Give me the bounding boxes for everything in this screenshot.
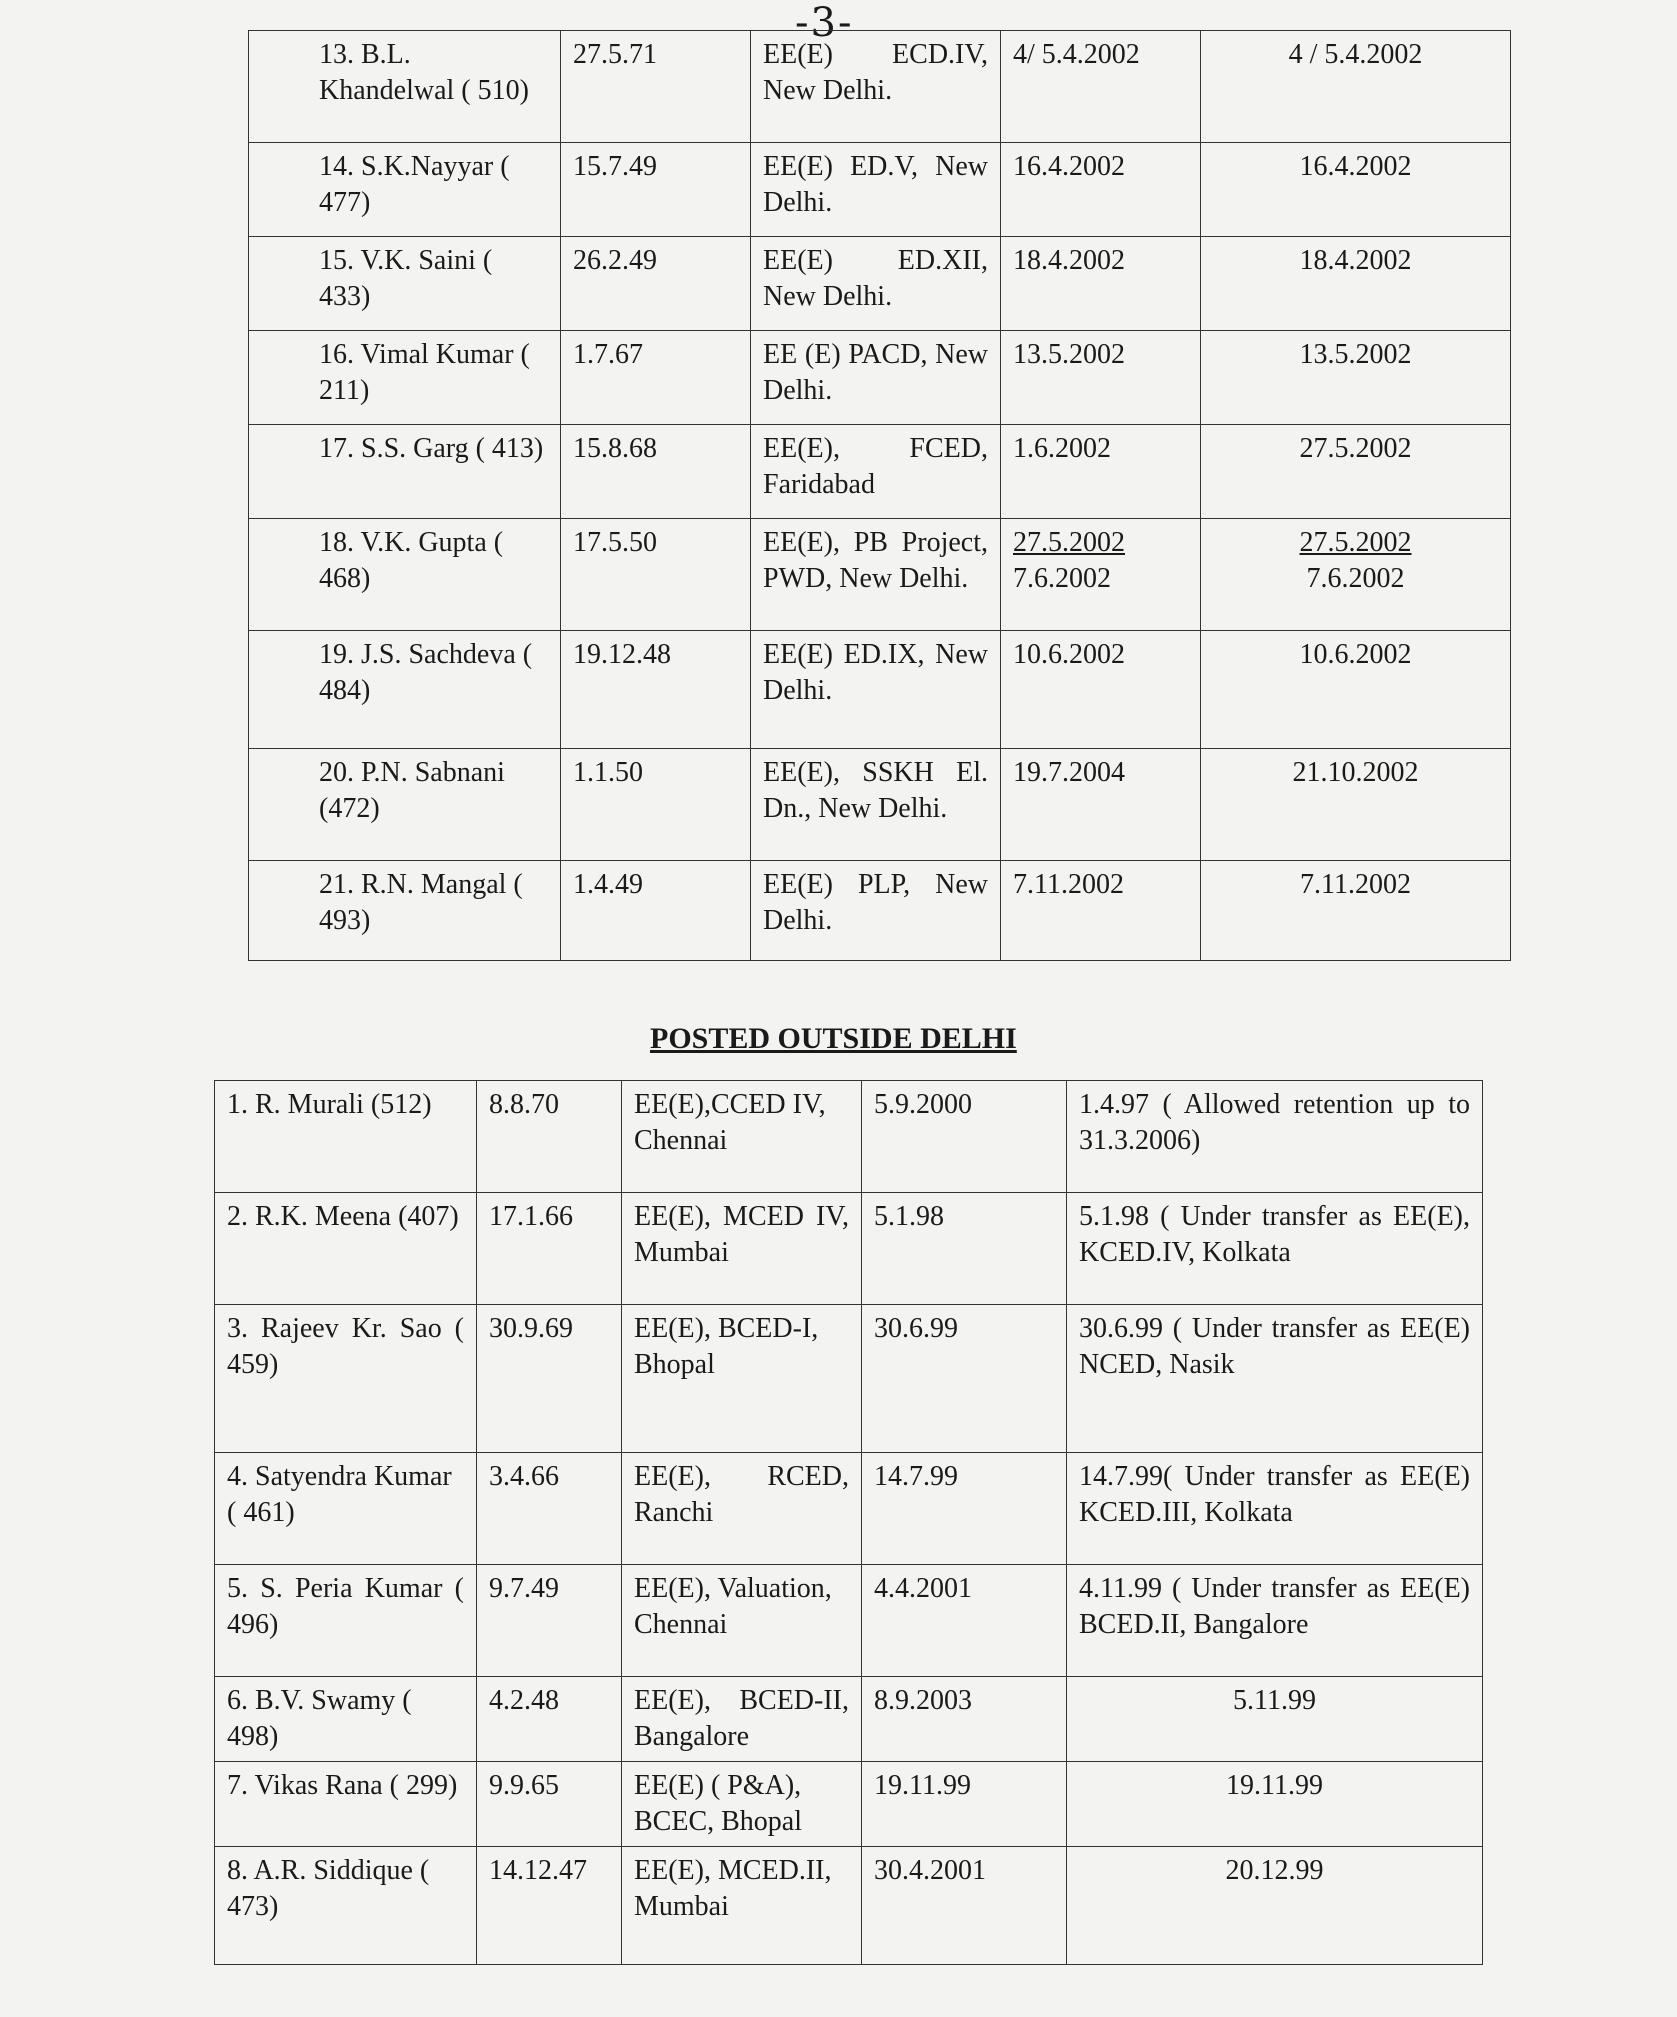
table-row	[215, 1762, 1483, 1847]
table-row	[215, 1193, 1483, 1305]
table-row	[249, 425, 1511, 519]
table-row	[215, 1847, 1483, 1965]
table-row	[215, 1081, 1483, 1193]
posting-date: 14.7.99	[862, 1453, 1067, 1565]
seniority-note: 1.4.97 ( Allowed retention up to 31.3.2006)	[1067, 1081, 1483, 1193]
table-row	[249, 519, 1511, 631]
posting-date: 30.6.99	[862, 1305, 1067, 1453]
posting-date: 18.4.2002	[1001, 237, 1201, 331]
birth-date: 1.1.50	[561, 749, 751, 861]
posting: EE(E),CCED IV, Chennai	[622, 1081, 862, 1193]
seniority-date: 20.12.99	[1067, 1847, 1483, 1965]
table-row	[249, 861, 1511, 961]
posting: EE(E) ED.IX, New Delhi.	[751, 631, 1001, 749]
seniority-date: 16.4.2002	[1201, 143, 1511, 237]
posting: EE(E), BCED-I, Bhopal	[622, 1305, 862, 1453]
officer-name: 20. P.N. Sabnani (472)	[249, 749, 561, 861]
posting: EE(E) ECD.IV, New Delhi.	[751, 31, 1001, 143]
birth-date: 17.5.50	[561, 519, 751, 631]
birth-date: 15.7.49	[561, 143, 751, 237]
posting: EE (E) PACD, New Delhi.	[751, 331, 1001, 425]
seniority-date: 27.5.2002	[1201, 425, 1511, 519]
posting-date: 7.11.2002	[1001, 861, 1201, 961]
seniority-date: 21.10.2002	[1201, 749, 1511, 861]
officer-name: 1. R. Murali (512)	[215, 1081, 477, 1193]
birth-date: 1.4.49	[561, 861, 751, 961]
birth-date: 30.9.69	[477, 1305, 622, 1453]
page-number: -3-	[795, 0, 854, 46]
seniority-date: 7.6.2002	[1306, 563, 1405, 594]
posting: EE(E), FCED, Faridabad	[751, 425, 1001, 519]
outside-delhi-officers-table	[214, 1080, 1483, 1965]
posting-date: 5.9.2000	[862, 1081, 1067, 1193]
posting-date: 10.6.2002	[1001, 631, 1201, 749]
posting-date: 16.4.2002	[1001, 143, 1201, 237]
officer-name: 2. R.K. Meena (407)	[215, 1193, 477, 1305]
seniority-dates	[1201, 519, 1511, 631]
birth-date: 9.7.49	[477, 1565, 622, 1677]
posting: EE(E), Valuation, Chennai	[622, 1565, 862, 1677]
posting: EE(E) ( P&A), BCEC, Bhopal	[622, 1762, 862, 1847]
seniority-date: 13.5.2002	[1201, 331, 1511, 425]
posting: EE(E) ED.XII, New Delhi.	[751, 237, 1001, 331]
posting: EE(E), SSKH El. Dn., New Delhi.	[751, 749, 1001, 861]
birth-date: 3.4.66	[477, 1453, 622, 1565]
posting: EE(E), MCED IV, Mumbai	[622, 1193, 862, 1305]
birth-date: 1.7.67	[561, 331, 751, 425]
birth-date: 9.9.65	[477, 1762, 622, 1847]
officer-name: 17. S.S. Garg ( 413)	[249, 425, 561, 519]
birth-date: 19.12.48	[561, 631, 751, 749]
table-row	[215, 1305, 1483, 1453]
officer-name: 8. A.R. Siddique ( 473)	[215, 1847, 477, 1965]
officer-name: 15. V.K. Saini ( 433)	[249, 237, 561, 331]
seniority-note: 5.1.98 ( Under transfer as EE(E), KCED.IV, Kolkata	[1067, 1193, 1483, 1305]
posting: EE(E) ED.V, New Delhi.	[751, 143, 1001, 237]
table-row	[249, 631, 1511, 749]
birth-date: 8.8.70	[477, 1081, 622, 1193]
posting-date: 19.11.99	[862, 1762, 1067, 1847]
posting-date: 8.9.2003	[862, 1677, 1067, 1762]
table-row	[249, 331, 1511, 425]
posting: EE(E), RCED, Ranchi	[622, 1453, 862, 1565]
birth-date: 4.2.48	[477, 1677, 622, 1762]
table-row	[215, 1453, 1483, 1565]
posting-date: 27.5.2002	[1013, 527, 1125, 558]
seniority-date: 19.11.99	[1067, 1762, 1483, 1847]
officer-name: 14. S.K.Nayyar ( 477)	[249, 143, 561, 237]
table-row	[249, 237, 1511, 331]
birth-date: 15.8.68	[561, 425, 751, 519]
seniority-note: 4.11.99 ( Under transfer as EE(E) BCED.II, Bangalore	[1067, 1565, 1483, 1677]
seniority-note: 14.7.99( Under transfer as EE(E) KCED.III, Kolkata	[1067, 1453, 1483, 1565]
posting-date: 5.1.98	[862, 1193, 1067, 1305]
table-row	[249, 749, 1511, 861]
seniority-date: 7.11.2002	[1201, 861, 1511, 961]
posting-date: 30.4.2001	[862, 1847, 1067, 1965]
posting-date: 19.7.2004	[1001, 749, 1201, 861]
officer-name: 21. R.N. Mangal ( 493)	[249, 861, 561, 961]
posting: EE(E), MCED.II, Mumbai	[622, 1847, 862, 1965]
table-row	[215, 1677, 1483, 1762]
posting-date: 4.4.2001	[862, 1565, 1067, 1677]
officer-name: 7. Vikas Rana ( 299)	[215, 1762, 477, 1847]
officer-name: 3. Rajeev Kr. Sao ( 459)	[215, 1305, 477, 1453]
officer-name: 13. B.L. Khandelwal ( 510)	[249, 31, 561, 143]
seniority-date: 10.6.2002	[1201, 631, 1511, 749]
officer-name: 5. S. Peria Kumar ( 496)	[215, 1565, 477, 1677]
posting: EE(E), BCED-II, Bangalore	[622, 1677, 862, 1762]
birth-date: 17.1.66	[477, 1193, 622, 1305]
seniority-date: 5.11.99	[1067, 1677, 1483, 1762]
seniority-note: 30.6.99 ( Under transfer as EE(E) NCED, Nasik	[1067, 1305, 1483, 1453]
posting-date: 4/ 5.4.2002	[1001, 31, 1201, 143]
table-row	[249, 31, 1511, 143]
seniority-date: 4 / 5.4.2002	[1201, 31, 1511, 143]
posting: EE(E), PB Project, PWD, New Delhi.	[751, 519, 1001, 631]
section-heading: POSTED OUTSIDE DELHI	[650, 1022, 1017, 1055]
table-row	[249, 143, 1511, 237]
seniority-date: 18.4.2002	[1201, 237, 1511, 331]
posting: EE(E) PLP, New Delhi.	[751, 861, 1001, 961]
posting-dates	[1001, 519, 1201, 631]
officer-name: 4. Satyendra Kumar ( 461)	[215, 1453, 477, 1565]
delhi-officers-table	[248, 30, 1511, 961]
table-row	[215, 1565, 1483, 1677]
posting-date: 13.5.2002	[1001, 331, 1201, 425]
officer-name: 6. B.V. Swamy ( 498)	[215, 1677, 477, 1762]
posting-date: 7.6.2002	[1013, 563, 1111, 594]
officer-name: 16. Vimal Kumar ( 211)	[249, 331, 561, 425]
birth-date: 26.2.49	[561, 237, 751, 331]
birth-date: 14.12.47	[477, 1847, 622, 1965]
officer-name: 18. V.K. Gupta ( 468)	[249, 519, 561, 631]
officer-name: 19. J.S. Sachdeva ( 484)	[249, 631, 561, 749]
posting-date: 1.6.2002	[1001, 425, 1201, 519]
seniority-date: 27.5.2002	[1299, 527, 1412, 558]
birth-date: 27.5.71	[561, 31, 751, 143]
